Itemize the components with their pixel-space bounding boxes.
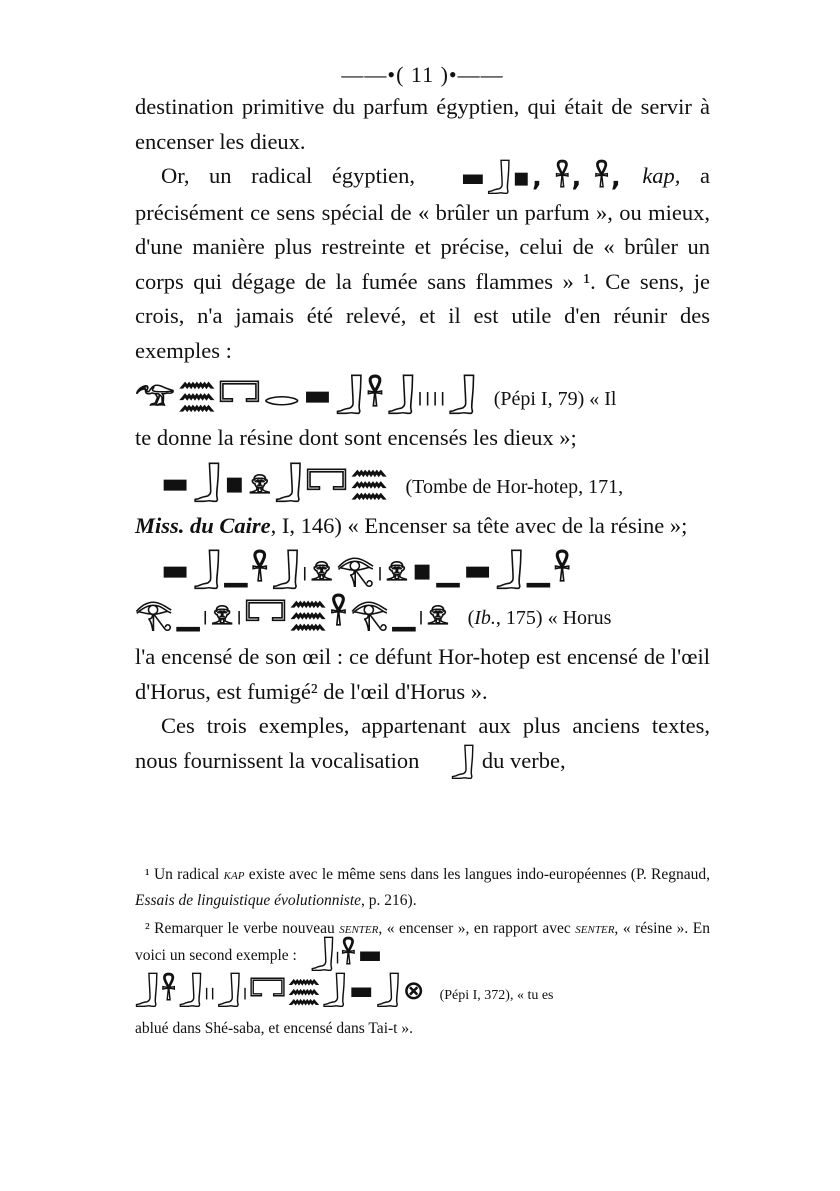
example-1	[135, 374, 710, 456]
footnote-1-kap: kap	[223, 866, 245, 883]
example-3-citation: (Ib., 175) « Horus	[467, 607, 612, 629]
paragraph-2	[135, 159, 710, 368]
hieroglyph-text: 𓂀▁𓏺𓁷𓏺𓉐𓈗𓋹𓂀▁𓏺𓁷	[135, 597, 454, 632]
footnote-2-hieroglyph-line	[135, 971, 710, 1016]
paragraph-3	[135, 709, 710, 780]
footnote-2	[135, 916, 710, 969]
footnote-2-senter: senter	[339, 920, 379, 937]
transliteration-kap: kap,	[642, 163, 681, 188]
example-2-citation: (Tombe de Hor-hotep, 171,	[405, 475, 624, 498]
paragraph-2-intro: Or, un radical égyptien,	[161, 163, 415, 188]
footnote-2-citation: (Pépi I, 372), « tu es	[439, 988, 554, 1003]
footnote-1-title: Essais de linguistique évolutionniste	[135, 892, 362, 909]
example-1-citation: (Pépi I, 79) « Il	[493, 388, 617, 410]
page-body	[135, 60, 710, 780]
footnote-1-end: , p. 216).	[361, 892, 417, 909]
paragraph-3-end: du verbe,	[481, 747, 566, 773]
page-header: ——•( 11 )•——	[341, 62, 504, 87]
example-1-hieroglyphs	[135, 374, 710, 421]
footnote-2-hieroglyphs-1: 𓃀𓏺𓋹▬	[310, 940, 385, 970]
paragraph-2-body: a précisément ce sens spécial de « brûler un parfum », ou mieux, d'une manière plus restreinte et précise, celui de « brûler un corps qui dégage de la fumée sans flammes » ¹. Ce sens, je crois, n'a jamais été relevé, et il est utile d'en réunir des exemples :	[135, 163, 710, 363]
footnotes	[135, 862, 710, 1044]
example-3	[135, 549, 710, 709]
ibid: Ib.	[474, 607, 496, 629]
example-3-translation: l'a encensé de son œil : ce défunt Hor-hotep est encensé de l'œil d'Horus, est fumigé² de l'œil d'Horus ».	[135, 644, 710, 704]
example-3-hieroglyphs-line-2	[135, 593, 710, 640]
example-2-translation	[135, 509, 710, 544]
footnote-2-text-2: , « résine ». En voici un second exemple :	[135, 920, 710, 964]
example-2-text: , I, 146) « Encenser sa tête avec de la résine »;	[270, 512, 688, 538]
paragraph-3-text: Ces trois exemples, appartenant aux plus anciens textes, nous fournissent la vocalisation	[135, 713, 710, 773]
footnote-2-start: ² Remarquer le verbe nouveau	[145, 920, 335, 937]
hieroglyph-inline: 𓃀	[450, 747, 477, 778]
hieroglyph-group: ▬𓃀▪, 𓋹, 𓋹,	[460, 163, 623, 193]
example-1-translation: te donne la résine dont sont encensés les dieux »;	[135, 425, 577, 450]
example-3-hieroglyphs-line-1: ▬𓃀▁𓋹𓃀𓏺𓁷𓂀𓏺𓁷▪▁▬𓃀▁𓋹	[161, 553, 575, 588]
reference-title: Miss. du Caire	[135, 512, 271, 538]
example-2-hieroglyphs	[135, 462, 710, 509]
footnote-2-text: , « encenser », en rapport avec	[378, 920, 571, 937]
paragraph-1: destination primitive du parfum égyptien, qui était de servir à encenser les dieux.	[135, 94, 710, 154]
footnote-2-end: ablué dans Shé-saba, et encensé dans Tai-t ».	[135, 1020, 413, 1037]
footnote-1	[135, 862, 710, 914]
hieroglyph-text: ▬𓃀▪𓁷𓃀𓉐𓈗	[161, 465, 392, 501]
hieroglyph-text: 𓃀𓋹𓃀𓏺𓏺𓃀𓏺𓉐𓈗𓃀▬𓃀⊗	[135, 976, 428, 1006]
footnote-1-text: existe avec le même sens dans les langues indo-européennes (P. Regnaud,	[248, 866, 710, 883]
footnote-2-senter-2: senter	[575, 920, 615, 937]
hieroglyph-text: 𓅠𓈗𓉐𓂋▬𓃀𓋹𓃀𓏺𓏺𓏺𓏺𓃀	[135, 378, 480, 413]
example-2	[135, 462, 710, 544]
footnote-1-start: ¹ Un radical	[145, 866, 220, 883]
citation-text: , 175) « Horus	[495, 607, 612, 629]
